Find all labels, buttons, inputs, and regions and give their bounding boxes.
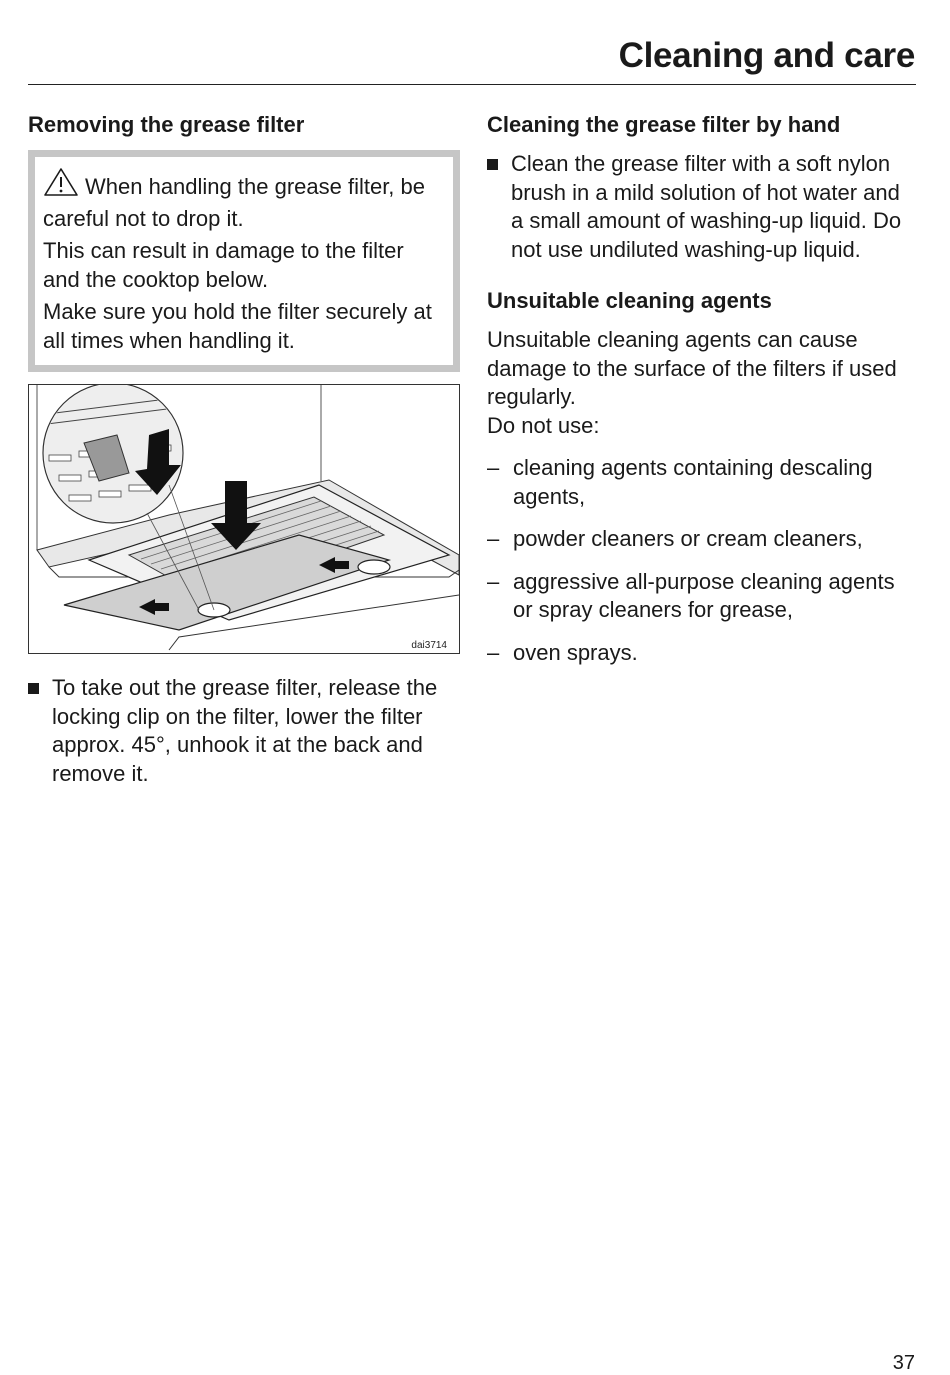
list-item: – cleaning agents containing descaling agents, <box>487 455 873 509</box>
section-heading-cleaning-by-hand: Cleaning the grease filter by hand <box>487 112 841 137</box>
unsuitable-list <box>487 454 917 667</box>
lead-text: Do not use: <box>487 412 600 438</box>
title-rule <box>28 84 916 85</box>
bullet-square-icon <box>28 683 39 694</box>
hood-drawing <box>29 385 459 653</box>
removal-steps <box>28 674 460 788</box>
intro-text: Unsuitable cleaning agents can cause damage to the surface of the filters if used regularly. <box>487 327 897 409</box>
grease-filter-illustration <box>28 384 460 654</box>
list-item: To take out the grease filter, release the locking clip on the filter, lower the filter approx. 45°, unhook it at the back and remove it. <box>28 674 460 788</box>
unsuitable-intro <box>487 326 917 440</box>
section-heading-unsuitable: Unsuitable cleaning agents <box>487 288 772 313</box>
figure-code: dai3714 <box>411 640 447 651</box>
page-number: 37 <box>892 1352 915 1374</box>
list-item: Clean the grease filter with a soft nylon brush in a mild solution of hot water and a small amount of washing-up liquid. Do not use undiluted washing-up liquid. <box>487 150 917 264</box>
warning-line: When handling the grease filter, be careful not to drop it. <box>43 167 445 233</box>
right-column <box>487 110 917 681</box>
cleaning-steps <box>487 150 917 264</box>
warning-box <box>28 150 460 372</box>
list-item: – oven sprays. <box>487 639 638 665</box>
unsuitable-section <box>487 286 917 667</box>
warning-line: This can result in damage to the filter and the cooktop below. <box>43 238 404 292</box>
warning-triangle-icon <box>43 167 79 205</box>
bullet-square-icon <box>487 159 498 170</box>
left-column <box>28 110 460 788</box>
list-item: – aggressive all-purpose cleaning agents or spray cleaners for grease, <box>487 568 895 622</box>
warning-line: Make sure you hold the filter securely at all times when handling it. <box>43 299 432 353</box>
page-title: Cleaning and care <box>618 36 915 75</box>
section-heading-removing: Removing the grease filter <box>28 112 305 137</box>
list-item: – powder cleaners or cream cleaners, <box>487 526 863 551</box>
